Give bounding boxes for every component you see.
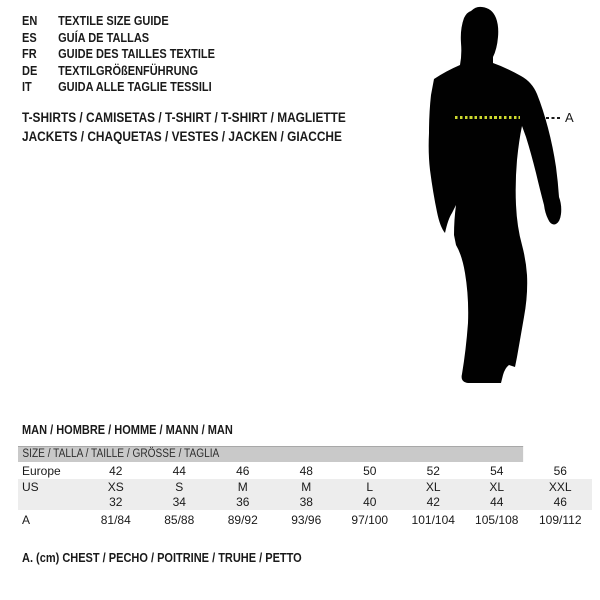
size-cell: 52: [426, 463, 440, 478]
size-cell: 42: [426, 495, 440, 510]
size-cell: 109/112: [539, 512, 582, 527]
garment-categories: [22, 109, 390, 146]
size-cell: 93/96: [291, 512, 322, 527]
language-row-fr: [22, 46, 215, 63]
size-cell: 85/88: [164, 512, 195, 527]
table-row-europe: [18, 462, 592, 479]
row-label: A: [22, 512, 31, 527]
size-table: [18, 446, 592, 529]
language-row-en: [22, 13, 215, 30]
row-label: US: [22, 479, 39, 494]
size-cell: 50: [363, 463, 377, 478]
size-cell: 38: [299, 495, 313, 510]
size-cell: 42: [109, 463, 123, 478]
table-row-chest-cm: [18, 510, 592, 529]
size-cell: XS: [107, 479, 124, 494]
size-cell: 44: [172, 463, 186, 478]
language-list: [22, 13, 241, 96]
language-label: TEXTILGRÖßENFÜHRUNG: [58, 63, 199, 78]
size-cell: 56: [553, 463, 567, 478]
size-cell: XL: [489, 479, 505, 494]
size-cell: 54: [490, 463, 504, 478]
language-label: GUIDE DES TAILLES TEXTILE: [58, 47, 215, 61]
size-cell: M: [237, 479, 248, 494]
language-code: FR: [22, 47, 37, 61]
size-cell: 46: [236, 463, 250, 478]
size-cell: XL: [425, 479, 441, 494]
language-code: ES: [22, 30, 37, 45]
size-cell: 32: [109, 495, 123, 510]
section-title-man: MAN / HOMBRE / HOMME / MANN / MAN: [22, 423, 233, 437]
language-code: DE: [22, 63, 38, 78]
language-label: GUÍA DE TALLAS: [58, 30, 150, 45]
size-cell: 105/108: [475, 512, 519, 527]
language-row-it: [22, 79, 215, 96]
size-cell: 101/104: [411, 512, 455, 527]
measure-extension-dashes: [546, 117, 562, 119]
row-label: Europe: [22, 463, 61, 478]
category-line-tshirts: T-SHIRTS / CAMISETAS / T-SHIRT / T-SHIRT / MAGLIETTE: [22, 110, 346, 125]
chest-measure-dotted-line: [455, 116, 520, 119]
size-cell: 40: [363, 495, 377, 510]
size-cell: 44: [490, 495, 504, 510]
measure-footnote: A. (cm) CHEST / PECHO / POITRINE / TRUHE / PETTO: [22, 551, 302, 565]
size-cell: 34: [172, 495, 186, 510]
size-cell: 36: [236, 495, 250, 510]
size-cell: S: [175, 479, 184, 494]
measure-label-a: A: [565, 110, 574, 125]
category-line-jackets: JACKETS / CHAQUETAS / VESTES / JACKEN / GIACCHE: [22, 128, 342, 144]
language-label: GUIDA ALLE TAGLIE TESSILI: [58, 80, 212, 94]
size-table-header: SIZE / TALLA / TAILLE / GRÖSSE / TAGLIA: [18, 446, 523, 462]
size-cell: M: [301, 479, 312, 494]
size-cell: L: [366, 479, 374, 494]
size-cell: 89/92: [227, 512, 258, 527]
size-cell: 81/84: [100, 512, 131, 527]
table-row-us-letters: [18, 479, 592, 495]
language-code: EN: [22, 14, 38, 28]
man-silhouette-figure: [410, 5, 600, 390]
size-cell: 97/100: [351, 512, 389, 527]
language-row-es: [22, 30, 215, 47]
size-cell: 48: [299, 463, 313, 478]
size-cell: XXL: [548, 479, 572, 494]
size-cell: 46: [553, 495, 567, 510]
language-row-de: [22, 63, 215, 80]
language-label: TEXTILE SIZE GUIDE: [58, 14, 169, 28]
table-row-us-numbers: [18, 495, 592, 511]
man-silhouette: [410, 5, 580, 390]
language-code: IT: [22, 80, 32, 94]
